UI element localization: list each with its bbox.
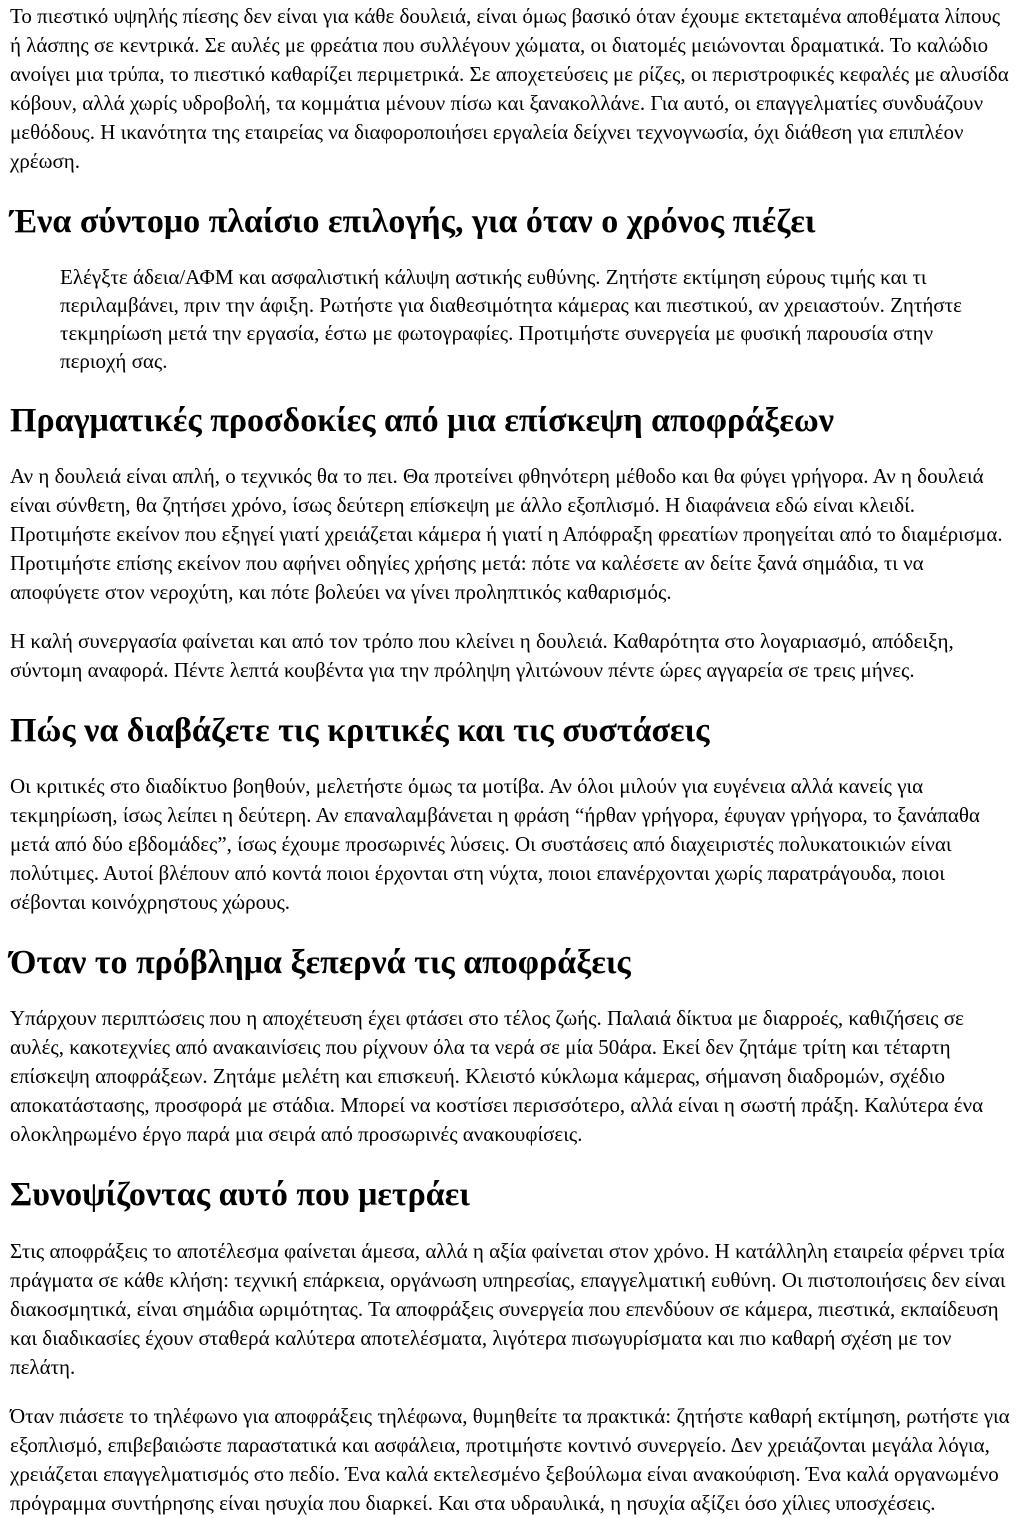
- paragraph-methods-intro: Το πιεστικό υψηλής πίεσης δεν είναι για κάθε δουλειά, είναι όμως βασικό όταν έχουμε εκτεταμένα αποθέματα λίπους ή λάσπης σε κεντρικά. Σε αυλές με φρεάτια που συλλέγουν χώματα, οι διατομές μειώνονται δραματικά. Το καλώδιο ανοίγει μια τρύπα, το πιεστικό καθαρίζει περιμετρικά. Σε αποχετεύσεις με ρίζες, οι περιστροφικές κεφαλές με αλυσίδα κόβουν, αλλά χωρίς υδροβολή, τα κομμάτια μένουν πίσω και ξανακολλάνε. Για αυτό, οι επαγγελματίες συνδυάζουν μεθόδους. Η ικανότητα της εταιρείας να διαφοροποιήσει εργαλεία δείχνει τεχνογνωσία, όχι διάθεση για επιπλέον χρέωση.: [10, 4, 1009, 173]
- paragraph-final-advice: Όταν πιάσετε το τηλέφωνο για αποφράξεις τηλέφωνα, θυμηθείτε τα πρακτικά: ζητήστε καθαρή εκτίμηση, ρωτήστε για εξοπλισμό, επιβεβαιώστε παραστατικά και ασφάλεια, προτιμήστε κοντινό συνεργείο. Δεν χρειάζονται μεγάλα λόγια, χρειάζεται επαγγελματισμός στο πεδίο. Ένα καλά εκτελεσμένο ξεβούλωμα είναι ανακούφιση. Ένα καλά οργανωμένο πρόγραμμα συντήρησης είναι ησυχία που διαρκεί. Και στα υδραυλικά, η ησυχία αξίζει όσο χίλιες υποσχέσεις.: [10, 1403, 1010, 1515]
- paragraph-end-of-life-networks: Υπάρχουν περιπτώσεις που η αποχέτευση έχει φτάσει στο τέλος ζωής. Παλαιά δίκτυα με διαρροές, καθιζήσεις σε αυλές, κακοτεχνίες από ανακαινίσεις που ρίχνουν όλα τα νερά σε μία 50άρα. Εκεί δεν ζητάμε τρίτη και τέταρτη επίσκεψη αποφράξεων. Ζητάμε μελέτη και επισκευή. Κλειστό κύκλωμα κάμερας, σήμανση διαδρομών, σχέδιο αποκατάστασης, προσφορά με στάδια. Μπορεί να κοστίσει περισσότερο, αλλά είναι η σωστή πράξη. Καλύτερα ένα ολοκληρωμένο έργο παρά μια σειρά από προσωρινές ανακουφίσεις.: [10, 1006, 984, 1147]
- heading-summary: Συνοψίζοντας αυτό που μετράει: [10, 1176, 470, 1214]
- heading-beyond-unblocking: Όταν το πρόβλημα ξεπερνά τις αποφράξεις: [10, 944, 631, 982]
- paragraph-closing-the-job: Η καλή συνεργασία φαίνεται και από τον τρόπο που κλείνει η δουλειά. Καθαρότητα στο λογαριασμό, απόδειξη, σύντομη αναφορά. Πέντε λεπτά κουβέντα για την πρόληψη γλιτώνουν πέντε ώρες αγγαρεία σε τρεις μήνες.: [10, 629, 954, 683]
- heading-reading-reviews: Πώς να διαβάζετε τις κριτικές και τις συστάσεις: [10, 712, 710, 750]
- heading-quick-selection-framework: Ένα σύντομο πλαίσιο επιλογής, για όταν ο χρόνος πιέζει: [10, 203, 816, 240]
- paragraph-visit-expectations: Αν η δουλειά είναι απλή, ο τεχνικός θα το πει. Θα προτείνει φθηνότερη μέθοδο και θα φύγει γρήγορα. Αν η δουλειά είναι σύνθετη, θα ζητήσει χρόνο, ίσως δεύτερη επίσκεψη με άλλο εξοπλισμό. Η διαφάνεια εδώ είναι κλειδί. Προτιμήστε εκείνον που εξηγεί γιατί χρειάζεται κάμερα ή γιατί η Απόφραξη φρεατίων προηγείται από το διαμέρισμα. Προτιμήστε επίσης εκείνον που αφήνει οδηγίες χρήσης μετά: πότε να καλέσετε αν δείτε ξανά σημάδια, τι να αποφύγετε στον νεροχύτη, και πότε βολεύει να γίνει προληπτικός καθαρισμός.: [10, 464, 1003, 605]
- paragraph-review-patterns: Οι κριτικές στο διαδίκτυο βοηθούν, μελετήστε όμως τα μοτίβα. Αν όλοι μιλούν για ευγένεια αλλά κανείς για τεκμηρίωση, ίσως λείπει η δεύτερη. Αν επαναλαμβάνεται η φράση “ήρθαν γρήγορα, έφυγαν γρήγορα, το ξανάπαθα μετά από δύο εβδομάδες”, ίσως έχουμε προσωρινές λύσεις. Οι συστάσεις από διαχειριστές πολυκατοικιών είναι πολύτιμες. Αυτοί βλέπουν από κοντά ποιοι έρχονται στη νύχτα, ποιοι επανέρχονται χωρίς παρατράγουδα, ποιοι σέβονται κοινόχρηστους χώρους.: [10, 774, 980, 915]
- blockquote-checklist: Ελέγξτε άδεια/ΑΦΜ και ασφαλιστική κάλυψη αστικής ευθύνης. Ζητήστε εκτίμηση εύρους τιμής και τι περιλαμβάνει, πριν την άφιξη. Ρωτήστε για διαθεσιμότητα κάμερας και πιεστικού, αν χρειαστούν. Ζητήστε τεκμηρίωση μετά την εργασία, έστω με φωτογραφίες. Προτιμήστε συνεργεία με φυσική παρουσία στην περιοχή σας.: [60, 265, 962, 374]
- paragraph-summary-three-things: Στις αποφράξεις το αποτέλεσμα φαίνεται άμεσα, αλλά η αξία φαίνεται στον χρόνο. Η κατάλληλη εταιρεία φέρνει τρία πράγματα σε κάθε κλήση: τεχνική επάρκεια, οργάνωση υπηρεσίας, επαγγελματική ευθύνη. Οι πιστοποιήσεις δεν είναι διακοσμητικά, είναι σημάδια ωριμότητας. Τα αποφράξεις συνεργεία που επενδύουν σε κάμερα, πιεστικά, εκπαίδευση και διαδικασίες έχουν σταθερά καλύτερα αποτελέσματα, λιγότερα πισωγυρίσματα και πιο καθαρή σχέση με τον πελάτη.: [10, 1238, 1006, 1379]
- heading-realistic-expectations: Πραγματικές προσδοκίες από μια επίσκεψη αποφράξεων: [10, 402, 834, 440]
